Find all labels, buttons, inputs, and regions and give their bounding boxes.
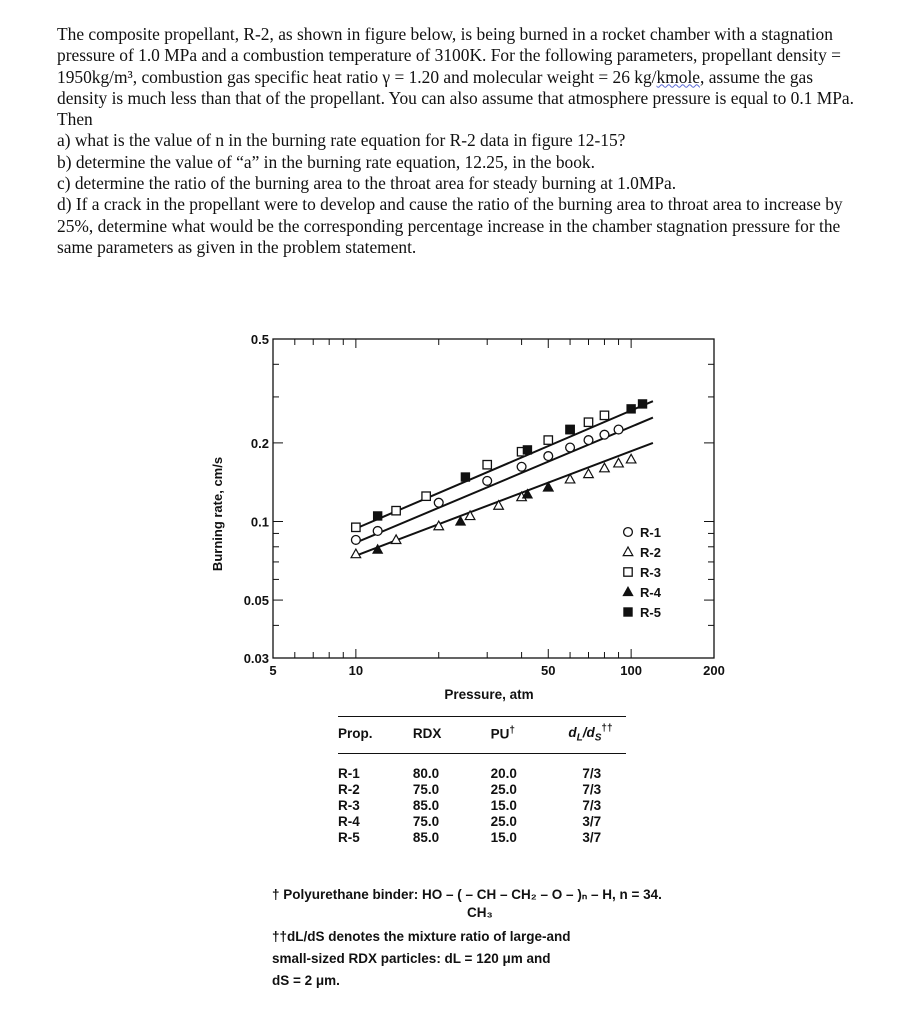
table-row [338, 830, 626, 850]
point-r-2 [614, 458, 624, 467]
y-tick-label: 0.05 [243, 593, 269, 609]
table-cell: 75.0 [412, 814, 440, 830]
point-r-1 [373, 527, 382, 536]
x-tick-label: 50 [541, 663, 556, 678]
legend-marker-r-1 [624, 528, 633, 537]
point-r-1 [483, 477, 492, 486]
ratio-note-3: dS = 2 μm. [272, 973, 340, 988]
point-r-1 [351, 536, 360, 545]
x-axis-label: Pressure, atm [444, 687, 534, 702]
question-c: c) determine the ratio of the burning area to the throat area for steady burning at 1.0MPa. [57, 173, 677, 194]
point-r-1 [614, 425, 623, 434]
col-rdx: RDX [413, 717, 491, 754]
point-r-2 [465, 511, 475, 520]
ratio-note-2: small-sized RDX particles: dL = 120 μm and [272, 951, 551, 966]
problem-statement [57, 24, 857, 258]
x-tick-label: 100 [620, 663, 642, 678]
point-r-1 [584, 436, 593, 445]
point-r-1 [434, 498, 443, 507]
table-cell: R-5 [338, 830, 360, 846]
binder-branch: CH₃ [467, 905, 493, 920]
binder-note: † Polyurethane binder: HO – ( – CH – CH₂ – O – )ₙ – H, n = 34. [272, 887, 662, 902]
col-ratio: $d_L/d_S^{\dagger\dagger}$ [568, 717, 626, 754]
table-cell: 75.0 [412, 782, 440, 798]
point-r-5 [373, 512, 381, 520]
footnotes [272, 884, 742, 992]
legend-marker-r-4 [623, 587, 633, 596]
table-cell: 85.0 [412, 830, 440, 846]
col-prop: Prop. [338, 717, 413, 754]
point-r-2 [626, 454, 636, 463]
point-r-5 [523, 446, 531, 454]
legend-label-r-3: R-3 [640, 565, 661, 580]
point-r-3 [600, 411, 608, 419]
table-cell: 85.0 [412, 798, 440, 814]
col-pu: PU† [491, 717, 569, 754]
question-d: d) If a crack in the propellant were to develop and cause the ratio of the burning area to throat area to increase by 25%, determine what would be the corresponding percentage increase in the chamber stagnation pressure for the same parameters as given in the problem statement. [57, 194, 843, 257]
point-r-3 [544, 436, 552, 444]
question-a: a) what is the value of n in the burning rate equation for R-2 data in figure 12-15? [57, 130, 626, 151]
point-r-2 [600, 463, 610, 472]
table-cell: R-3 [338, 798, 360, 814]
legend-label-r-4: R-4 [640, 585, 661, 600]
y-tick-label: 0.03 [243, 651, 269, 666]
y-tick-label: 0.2 [250, 435, 269, 451]
point-r-3 [422, 492, 430, 500]
question-b: b) determine the value of “a” in the burning rate equation, 12.25, in the book. [57, 151, 595, 172]
table-row [338, 754, 626, 783]
legend-marker-r-5 [624, 608, 632, 616]
point-r-3 [352, 523, 360, 531]
table-cell: 25.0 [490, 814, 517, 830]
table-cell: R-4 [338, 814, 360, 830]
table-cell: 80.0 [412, 766, 440, 782]
table-cell: R-1 [338, 766, 360, 782]
point-r-3 [483, 461, 491, 469]
table-cell: 7/3 [582, 782, 602, 798]
point-r-3 [584, 418, 592, 426]
legend-marker-r-2 [623, 547, 633, 556]
kmole-text: kmole [656, 66, 700, 87]
y-tick-label: 0.5 [250, 332, 269, 347]
table-cell: 15.0 [490, 798, 517, 814]
table-cell: 3/7 [582, 814, 602, 830]
burning-rate-chart [0, 300, 905, 720]
y-tick-label: 0.1 [250, 514, 269, 530]
table-row [338, 798, 626, 814]
point-r-2 [584, 469, 594, 478]
ratio-note-1: ††dL/dS denotes the mixture ratio of large-and [272, 929, 571, 944]
legend-label-r-2: R-2 [640, 545, 661, 560]
point-r-5 [638, 400, 646, 408]
point-r-5 [566, 425, 574, 433]
legend-label-r-1: R-1 [640, 525, 661, 540]
table-cell: 3/7 [582, 830, 602, 846]
propellant-table [338, 716, 626, 850]
point-r-3 [392, 506, 400, 514]
table-row [338, 814, 626, 830]
point-r-1 [517, 462, 526, 471]
fit-line-r-2 [356, 443, 653, 556]
table-cell: 7/3 [582, 766, 602, 782]
table-row [338, 782, 626, 798]
table-cell: 7/3 [582, 798, 602, 814]
intro-text: The composite propellant, R-2, as shown in figure below, is being burned in a rocket chamber with a stagnation pressure of 1.0 MPa and a combustion temperature of 3100K. For the following parameters, propellant density = 1950kg/m³, combustion gas specific heat ratio γ = 1.20 and molecular weight = 26 kg/ [57, 24, 841, 87]
x-tick-label: 5 [269, 663, 277, 678]
problem-intro [57, 24, 857, 130]
table-cell: 15.0 [490, 830, 517, 846]
x-tick-label: 10 [348, 663, 364, 678]
table-cell: 20.0 [490, 766, 517, 782]
table-cell: 25.0 [490, 782, 517, 798]
point-r-1 [600, 430, 609, 439]
point-r-4 [523, 489, 533, 498]
point-r-5 [461, 473, 469, 481]
legend-label-r-5: R-5 [640, 605, 661, 620]
x-tick-label: 200 [703, 663, 725, 678]
point-r-1 [566, 443, 575, 452]
point-r-1 [544, 452, 553, 461]
legend-marker-r-3 [624, 568, 632, 576]
intro-end-text: , assume the gas density is much less than that of the propellant. You can also assume that atmosphere pressure is equal to 0.1 MPa. Then [57, 66, 854, 130]
point-r-5 [627, 405, 635, 413]
table-cell: R-2 [338, 782, 360, 798]
y-axis-label: Burning rate, cm/s [210, 456, 225, 572]
